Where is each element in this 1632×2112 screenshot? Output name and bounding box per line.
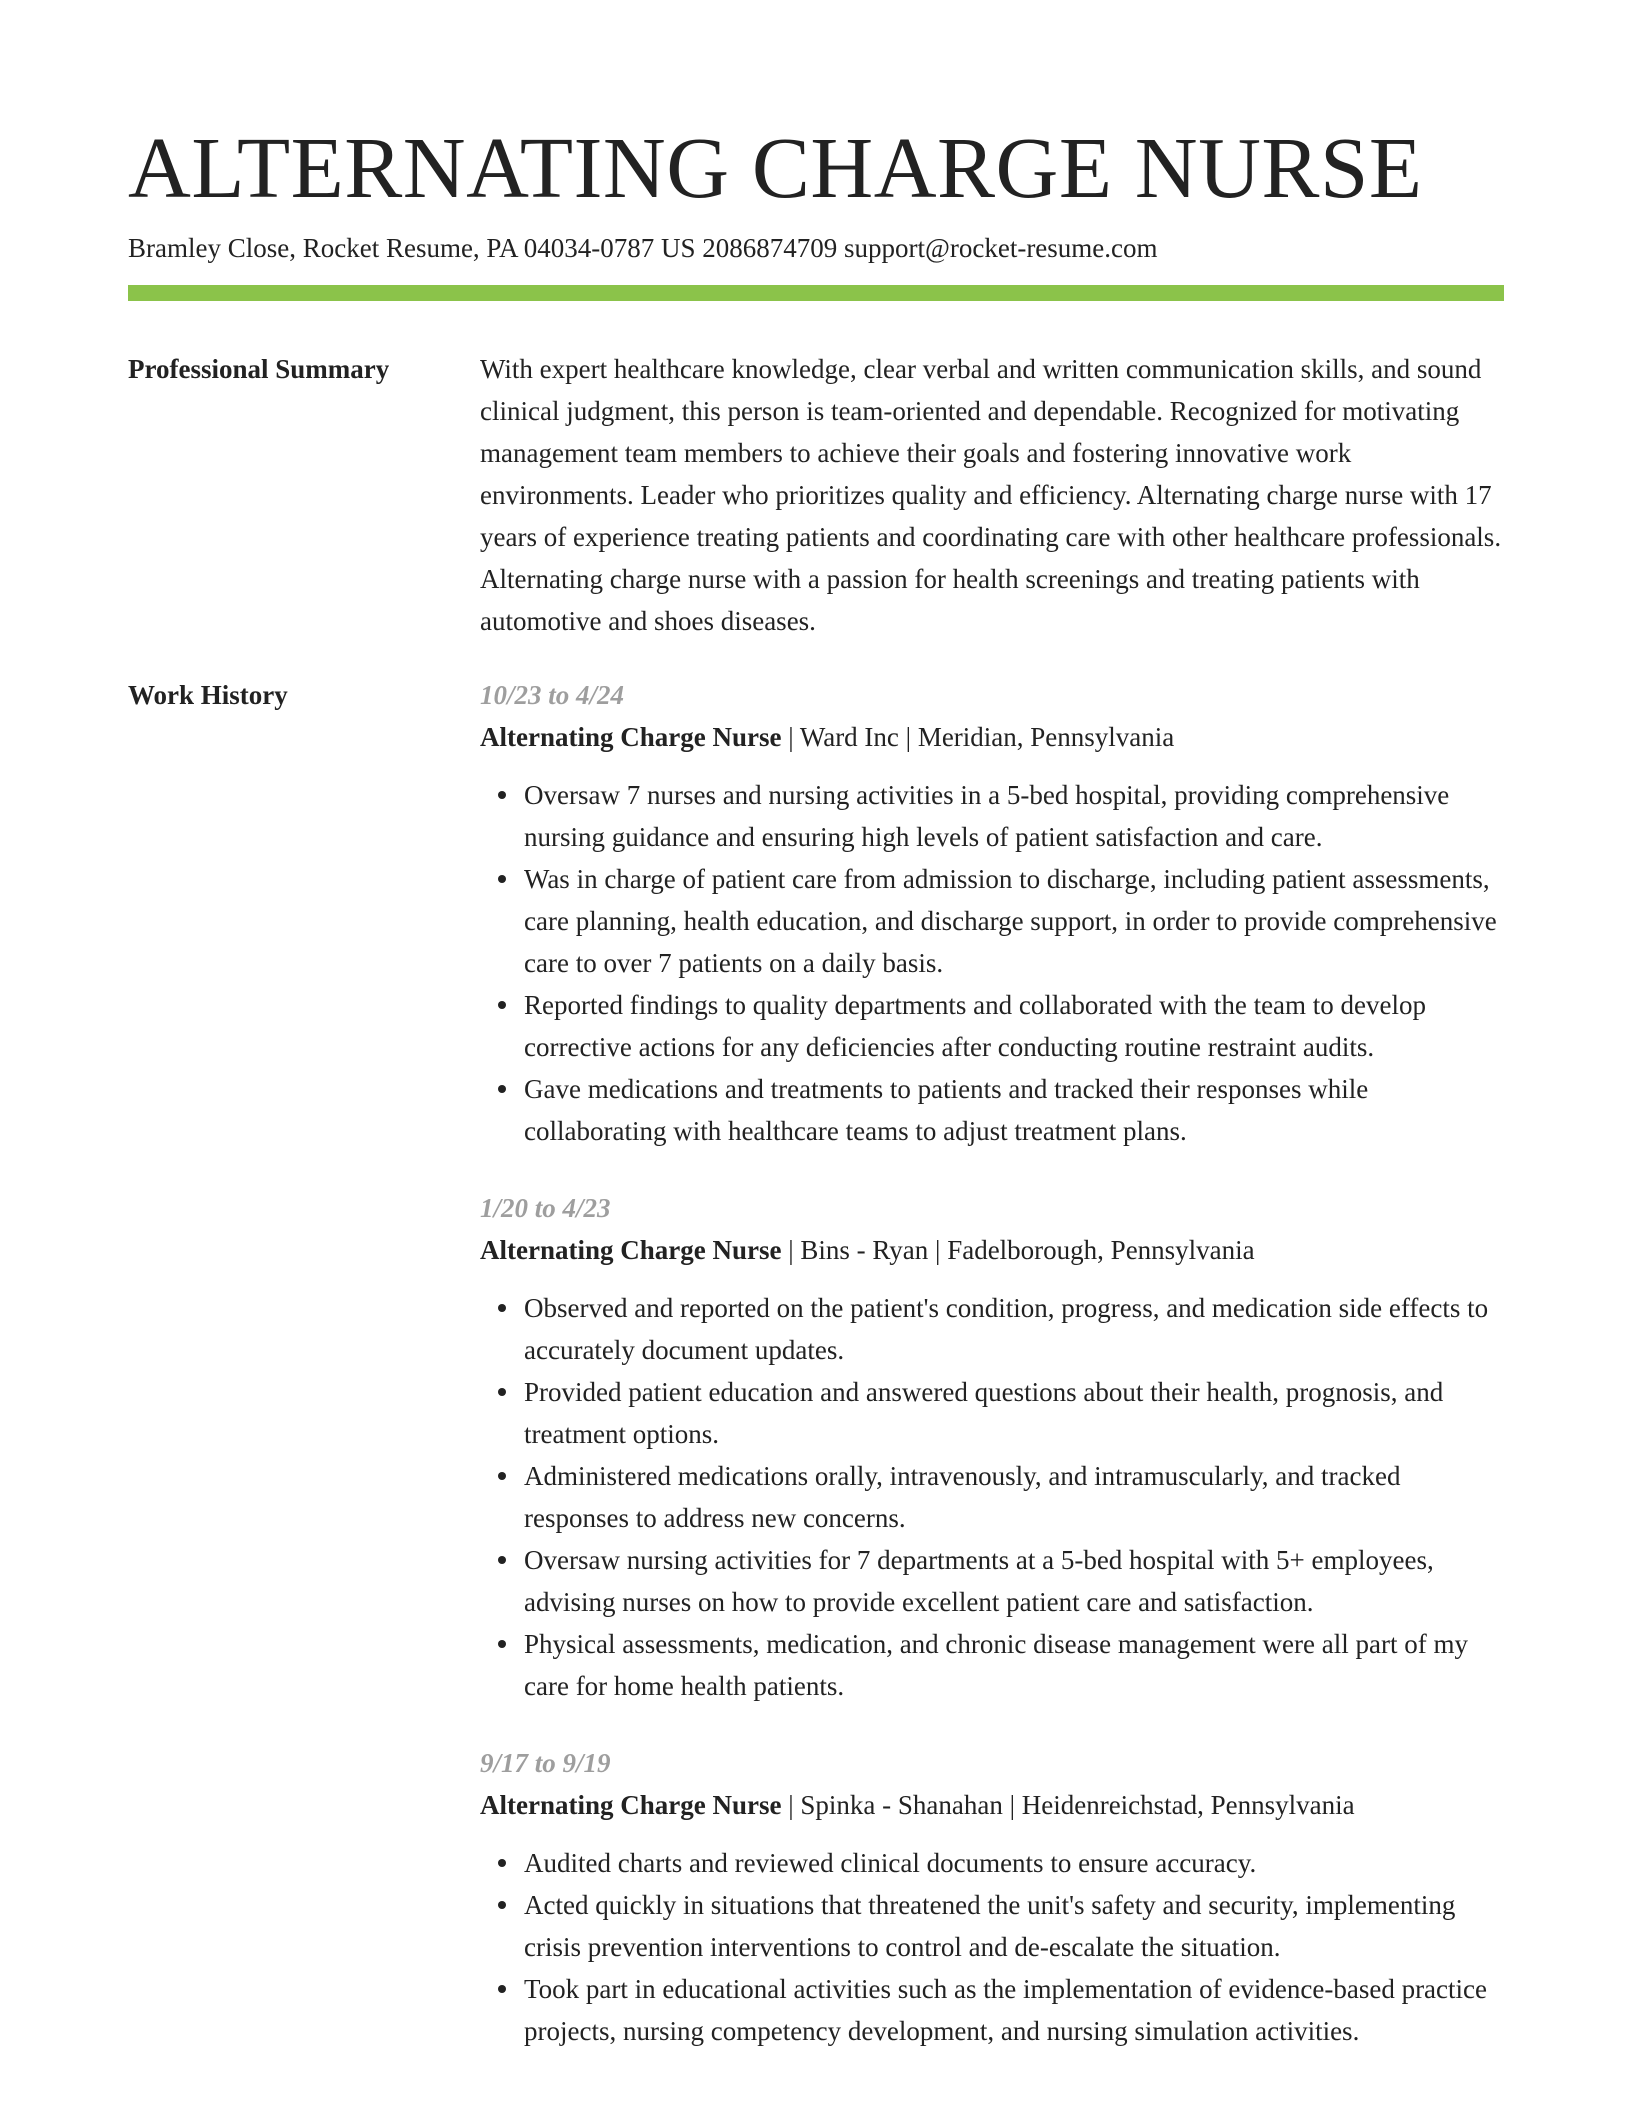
header-divider (128, 285, 1504, 301)
job-heading (480, 1784, 1504, 1826)
candidate-name: ALTERNATING CHARGE NURSE (128, 119, 1423, 216)
job-title: Alternating Charge Nurse (480, 1235, 782, 1265)
contact-line (128, 230, 1158, 266)
job-bullets (480, 1842, 1504, 2052)
job-bullet: Oversaw nursing activities for 7 departments at a 5-bed hospital with 5+ employees, advising nurses on how to provide excellent patient care and satisfaction. (524, 1539, 1504, 1623)
summary-heading: Professional Summary (128, 354, 390, 384)
job-details: | Ward Inc | Meridian, Pennsylvania (781, 722, 1175, 752)
job-bullet: Gave medications and treatments to patients and tracked their responses while collaborating with healthcare teams to adjust treatment plans. (524, 1068, 1504, 1152)
job-bullet: Provided patient education and answered questions about their health, prognosis, and treatment options. (524, 1371, 1504, 1455)
job-title: Alternating Charge Nurse (480, 1790, 782, 1820)
job-bullet: Acted quickly in situations that threatened the unit's safety and security, implementing crisis prevention interventions to control and de-escalate the situation. (524, 1884, 1504, 1968)
contact-phone: 2086874709 (702, 233, 838, 263)
job-bullet: Administered medications orally, intravenously, and intramuscularly, and tracked responses to address new concerns. (524, 1455, 1504, 1539)
work-history-heading: Work History (128, 680, 288, 710)
summary-body (480, 348, 1504, 642)
job-heading (480, 1229, 1504, 1271)
job-dates: 1/20 to 4/23 (480, 1193, 611, 1223)
job-title: Alternating Charge Nurse (480, 722, 782, 752)
job-entry (480, 1742, 1504, 2052)
summary-text: With expert healthcare knowledge, clear verbal and written communication skills, and sound clinical judgment, this person is team-oriented and dependable. Recognized for motivating management team members to achieve their goals and fostering innovative work environments. Leader who prioritizes quality and efficiency. Alternating charge nurse with 17 years of experience treating patients and coordinating care with other healthcare professionals. Alternating charge nurse with a passion for health screenings and treating patients with automotive and shoes diseases. (480, 354, 1502, 636)
job-bullet: Oversaw 7 nurses and nursing activities in a 5-bed hospital, providing comprehensive nursing guidance and ensuring high levels of patient satisfaction and care. (524, 774, 1504, 858)
job-entry (480, 1187, 1504, 1707)
job-bullet: Was in charge of patient care from admission to discharge, including patient assessments, care planning, health education, and discharge support, in order to provide comprehensive care to over 7 patients on a daily basis. (524, 858, 1504, 984)
job-bullet: Took part in educational activities such as the implementation of evidence-based practice projects, nursing competency development, and nursing simulation activities. (524, 1968, 1504, 2052)
job-bullet: Physical assessments, medication, and chronic disease management were all part of my care for home health patients. (524, 1623, 1504, 1707)
job-heading (480, 716, 1504, 758)
job-bullet: Audited charts and reviewed clinical documents to ensure accuracy. (524, 1842, 1504, 1884)
job-entry (480, 674, 1504, 1152)
job-details: | Bins - Ryan | Fadelborough, Pennsylvania (781, 1235, 1255, 1265)
job-bullet: Observed and reported on the patient's condition, progress, and medication side effects to accurately document updates. (524, 1287, 1504, 1371)
job-dates: 9/17 to 9/19 (480, 1748, 611, 1778)
work-history-body (480, 674, 1504, 2087)
contact-email: support@rocket-resume.com (844, 233, 1158, 263)
job-bullets (480, 774, 1504, 1152)
job-bullet: Reported findings to quality departments and collaborated with the team to develop corrective actions for any deficiencies after conducting routine restraint audits. (524, 984, 1504, 1068)
job-details: | Spinka - Shanahan | Heidenreichstad, Pennsylvania (781, 1790, 1355, 1820)
job-bullets (480, 1287, 1504, 1707)
job-dates: 10/23 to 4/24 (480, 680, 625, 710)
contact-address: Bramley Close, Rocket Resume, PA 04034-0787 US (128, 233, 696, 263)
